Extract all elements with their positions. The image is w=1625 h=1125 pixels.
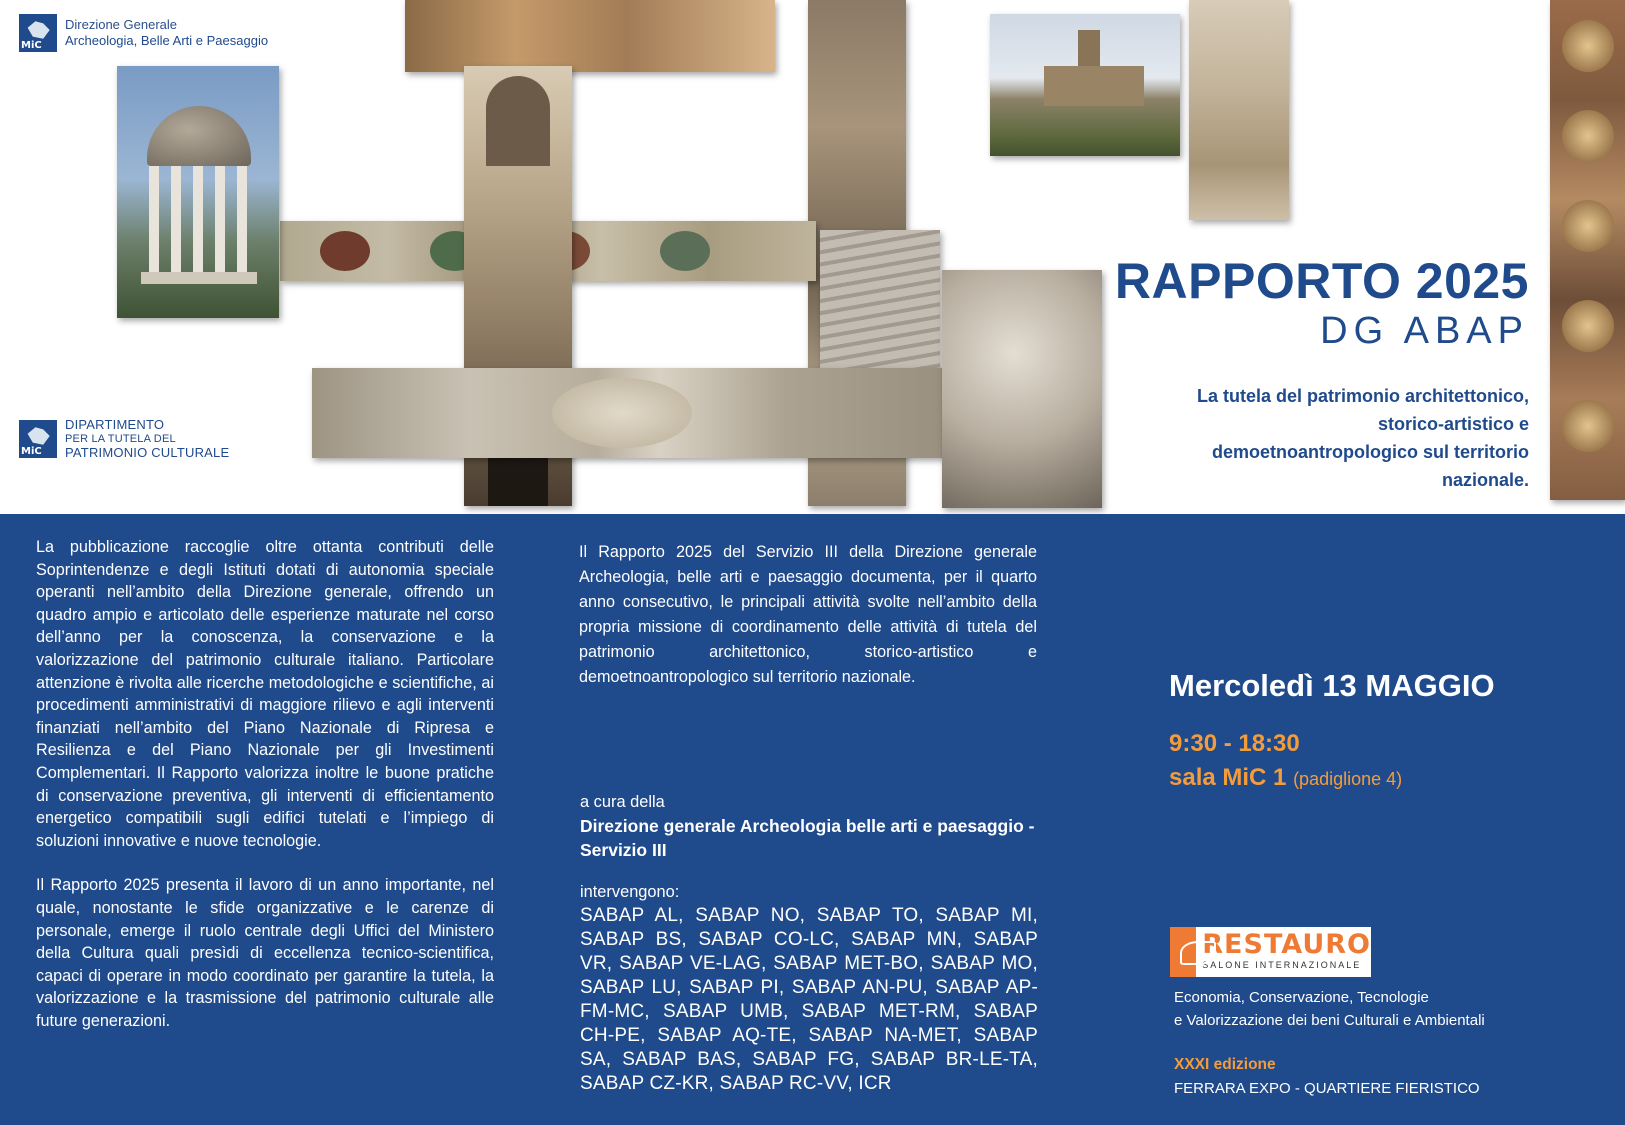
restauro-logo [1170,927,1371,977]
castle-photo [990,14,1180,156]
header-banner [0,0,1625,514]
fair-desc-line-1: Economia, Conservazione, Tecnologie [1174,989,1429,1006]
fair-edition: XXXI edizione [1174,1056,1276,1073]
event-room [1169,764,1402,792]
mic-logo-icon: MiC [19,14,57,52]
speakers-list: SABAP AL, SABAP NO, SABAP TO, SABAP MI, SABAP BS, SABAP CO-LC, SABAP MN, SABAP VR, SABAP VE-LAG, SABAP MET-BO, SABAP MO, SABAP LU, SABAP PI, SABAP AN-PU, SABAP AP-FM-MC, SABAP UMB, SABAP MET-RM, SABAP CH-PE, SABAP AQ-TE, SABAP NA-MET, SABAP SA, SABAP BAS, SABAP FG, SABAP BR-LE-TA, SABAP CZ-KR, SABAP RC-VV, ICR [580,905,1038,1094]
restauro-emblem-icon [1170,927,1196,977]
dipartimento-line-3: PATRIMONIO CULTURALE [65,445,230,460]
curated-by-name: Direzione generale Archeologia belle arti e paesaggio - Servizio III [580,816,1035,860]
fair-desc-line-2: e Valorizzazione dei beni Culturali e Ambientali [1174,1012,1485,1029]
logo-line-2: Archeologia, Belle Arti e Paesaggio [65,33,269,48]
left-paragraph-2: Il Rapporto 2025 presenta il lavoro di un anno importante, nel quale, nonostante le sfide organizzative e le carenze di personale, emerge il ruolo centrale degli Uffici del Ministero della Cultura quali presìdi di eccellenza tecnico-scientifica, capaci di operare in modo coordinato per garantire la tutela, la valorizzazione e la trasmissione del patrimonio culturale alle future generazioni. [36,876,494,1030]
staircase-photo [820,230,940,370]
report-tagline: La tutela del patrimonio architettonico, storico-artistico e demoetnoantropologico sul territorio nazionale. [1196,386,1529,490]
content-band [0,514,1625,1125]
speakers-block [580,880,1038,1096]
dipartimento-line-2: PER LA TUTELA DEL [65,433,176,445]
stone-relief-photo [312,368,944,458]
mic-logo-icon: MiC [19,420,57,458]
fair-venue: FERRARA EXPO - QUARTIERE FIERISTICO [1174,1080,1480,1097]
restauro-brand-sub: SALONE INTERNAZIONALE [1202,960,1362,970]
fair-description [1174,986,1485,1032]
dipartimento-line-1: DIPARTIMENTO [65,417,165,432]
madonna-statue-photo [1189,0,1289,220]
report-subtitle: DG ABAP [1320,310,1529,352]
left-paragraph-1: La pubblicazione raccoglie oltre ottanta contributi delle Soprintendenze e degli Istituti dotati di autonomia speciale operanti nell’ambito della Direzione generale, offrendo un quadro ampio e articolato delle esperienze maturate nel corso dell’anno per la conoscenza, la conservazione e la valorizzazione del patrimonio culturale italiano. Particolare attenzione è rivolta alle ricerche metodologiche e scientifiche, ai procedimenti amministrativi di maggiore rilievo e agli interventi finanziati nell’ambito del Piano Nazionale di Ripresa e Resilienza e del Piano Nazionale per gli Investimenti Complementari. Il Rapporto valorizza inoltre le buone pratiche di conservazione preventiva, gli interventi di efficientamento energetico compatibili sugli edifici tutelati e l’impiego di soluzioni innovative e nuove tecnologie. [36,538,494,850]
dipartimento-logo [19,418,229,460]
left-column [36,536,494,1032]
event-date: Mercoledì 13 MAGGIO [1169,668,1495,703]
event-pavilion: (padiglione 4) [1293,769,1403,789]
tempietto-photo [117,66,279,318]
report-title: RAPPORTO 2025 [1114,253,1529,309]
event-time: 9:30 - 18:30 [1169,730,1300,757]
middle-paragraph: Il Rapporto 2025 del Servizio III della Direzione generale Archeologia, belle arti e paesaggio documenta, per il quarto anno consecutivo, le principali attività svolte nell’ambito della propria missione di coordinamento delle attività di tutela del patrimonio architettonico, storico-artistico e demoetnoantropologico sul territorio nazionale. [579,543,1037,686]
speakers-label: intervengono: [580,883,680,901]
curated-label: a cura della [580,793,665,811]
middle-column [579,540,1037,690]
curated-by-block [580,790,1038,862]
restauro-brand: RESTAURO [1202,929,1371,960]
event-room-name: sala MiC 1 [1169,764,1287,791]
logo-line-1: Direzione Generale [65,17,178,32]
fresco-photo [405,0,775,72]
dg-abap-logo [19,14,268,52]
saints-fresco-photo [1550,0,1625,500]
putti-sculpture-photo [942,270,1102,508]
